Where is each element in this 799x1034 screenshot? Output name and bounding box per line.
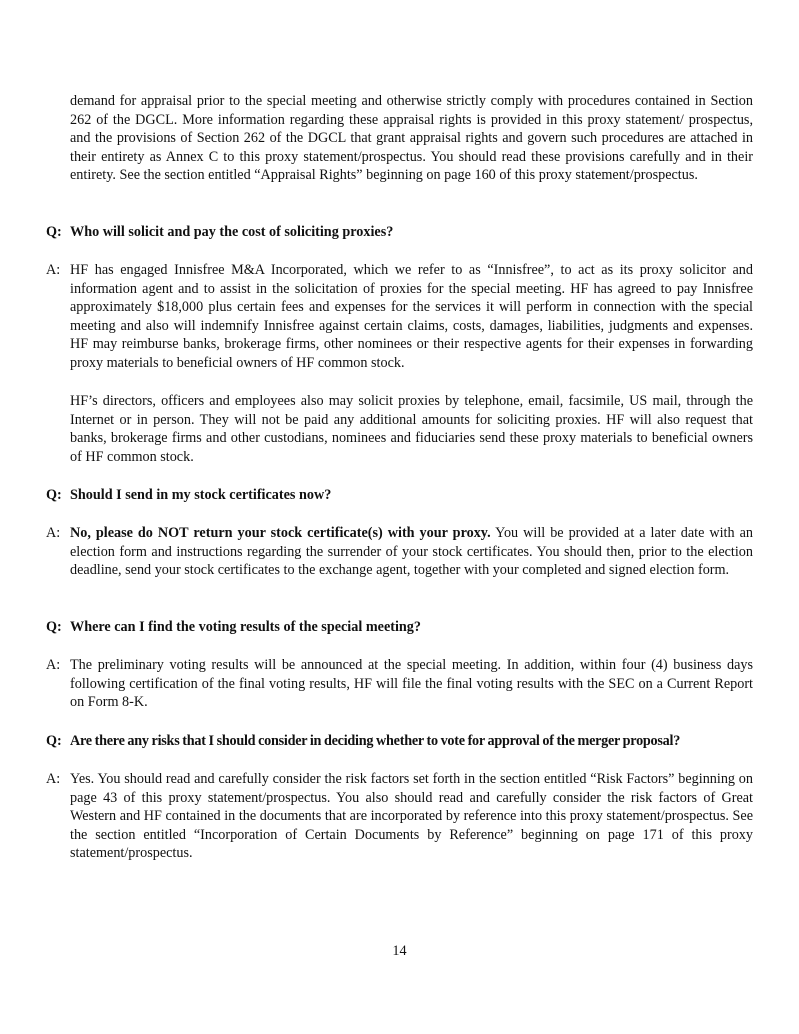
a-label: A: bbox=[46, 525, 61, 541]
q-label: Q: bbox=[46, 619, 62, 635]
answer-text: The preliminary voting results will be announced at the special meeting. In addition, within four (4) business days following certification of the final voting results, HF will file the final voting results with the SEC on a Current Report on Form 8-K. bbox=[70, 657, 753, 711]
question-2 bbox=[46, 486, 753, 505]
answer-body: You will be provided at a later date with an election form and instructions regarding the surrender of your stock certificates. You should then, prior to the election deadline, send your stock certificates to the exchange agent, together with your completed and signed election form. bbox=[70, 525, 753, 579]
question-3 bbox=[46, 618, 753, 637]
question-4 bbox=[46, 732, 753, 751]
answer-emphasis: No, please do NOT return your stock certificate(s) with your proxy. bbox=[70, 525, 491, 541]
intro-paragraph: demand for appraisal prior to the special meeting and otherwise strictly comply with procedures contained in Section 262 of the DGCL. More information regarding these appraisal rights is provided in this proxy statement/ prospectus, and the provisions of Section 262 of the DGCL that grant appraisal rights and govern such procedures are attached in their entirety as Annex C to this proxy statement/prospectus. You should read these provisions carefully and in their entirety. See the section entitled “Appraisal Rights” beginning on page 160 of this proxy statement/prospectus. bbox=[70, 93, 753, 184]
question-1 bbox=[46, 223, 753, 242]
answer-4 bbox=[46, 770, 753, 863]
answer-text: HF has engaged Innisfree M&A Incorporated, which we refer to as “Innisfree”, to act as its proxy solicitor and information agent and to assist in the solicitation of proxies for the special meeting. HF has agreed to pay Innisfree approximately $18,000 plus certain fees and expenses for the services it will perform in connection with the special meeting and also will indemnify Innisfree against certain claims, costs, damages, liabilities, judgments and expenses. HF may reimburse banks, brokerage firms, other nominees or their respective agents for their expenses in forwarding proxy materials to beneficial owners of HF common stock. bbox=[70, 262, 753, 371]
page-number: 14 bbox=[392, 943, 407, 959]
question-text: Should I send in my stock certificates now? bbox=[70, 487, 332, 503]
answer-text bbox=[70, 524, 753, 580]
question-text: Who will solicit and pay the cost of soliciting proxies? bbox=[70, 224, 394, 240]
question-text: Where can I find the voting results of the special meeting? bbox=[70, 619, 421, 635]
answer-text: Yes. You should read and carefully consider the risk factors set forth in the section entitled “Risk Factors” beginning on page 43 of this proxy statement/prospectus. You also should read and carefully consider the risk factors of Great Western and HF contained in the documents that are incorporated by reference into this proxy statement/prospectus. See the section entitled “Incorporation of Certain Documents by Reference” beginning on page 171 of this proxy statement/prospectus. bbox=[70, 771, 753, 862]
q-label: Q: bbox=[46, 487, 62, 503]
a-label: A: bbox=[46, 771, 61, 787]
q-label: Q: bbox=[46, 224, 62, 240]
question-text: Are there any risks that I should consider in deciding whether to vote for approval of the merger proposal? bbox=[70, 733, 681, 749]
answer-1 bbox=[46, 261, 753, 373]
answer-3 bbox=[46, 656, 753, 712]
a-label: A: bbox=[46, 262, 61, 278]
answer-1-continued: HF’s directors, officers and employees also may solicit proxies by telephone, email, facsimile, US mail, through the Internet or in person. They will not be paid any additional amounts for soliciting proxies. HF will also request that banks, brokerage firms and other custodians, nominees and fiduciaries send these proxy materials to beneficial owners of HF common stock. bbox=[70, 393, 753, 465]
q-label: Q: bbox=[46, 733, 62, 749]
answer-2 bbox=[46, 524, 753, 580]
a-label: A: bbox=[46, 657, 61, 673]
